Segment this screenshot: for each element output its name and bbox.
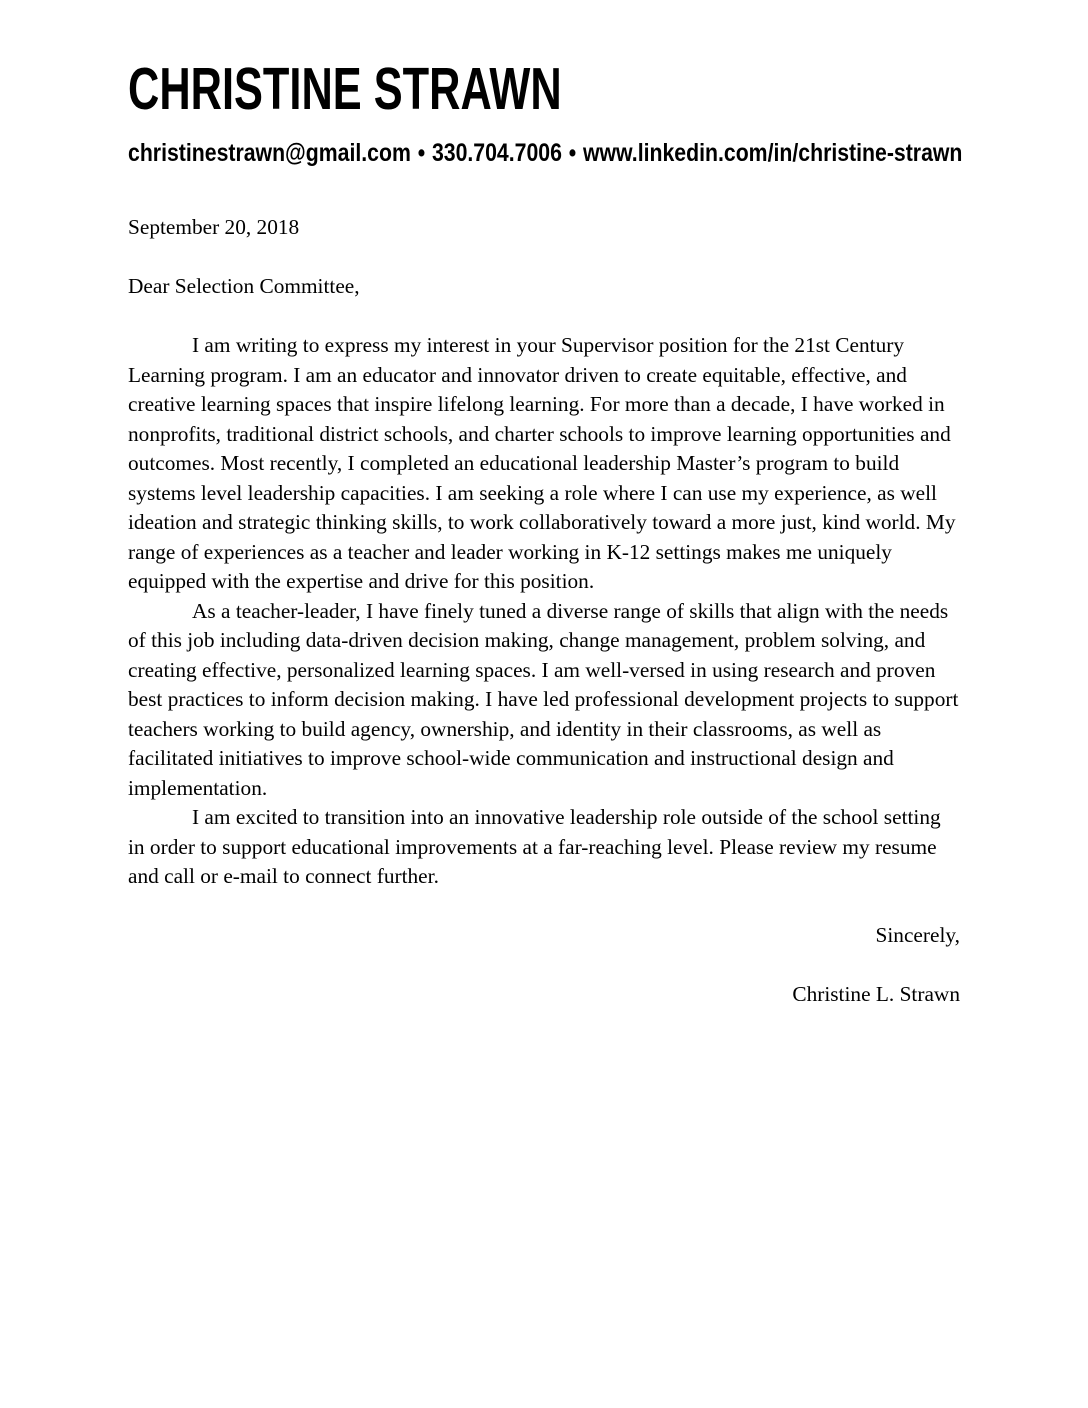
letter-date: September 20, 2018 [128,215,300,239]
contact-row [128,139,963,170]
contact-line [128,140,962,166]
bullet-separator-icon: • [417,139,426,167]
signature-name: Christine L. Strawn [792,982,960,1006]
paragraph-call-to-action: I am excited to transition into an innovative leadership role outside of the school setting in order to support educational improvements at a far-reaching level. Please review my resume and call or e-mail to connect further. [128,805,941,888]
bullet-separator-icon: • [568,139,577,167]
sender-name-row [128,56,960,134]
closing-block [128,921,960,1010]
letter-body [128,213,960,1010]
paragraph-skills: As a teacher-leader, I have finely tuned a diverse range of skills that align with the needs of this job including data-driven decision making, change management, problem solving, and creating effective, personalized learning spaces. I am well-versed in using research and proven best practices to inform decision making. I have led professional development projects to support teachers working to build agency, ownership, and identity in their classrooms, as well as facilitated initiatives to improve school-wide communication and instructional design and implementation. [128,598,959,800]
email-text: christinestrawn@gmail.com [128,139,411,167]
linkedin-text: www.linkedin.com/in/christine-strawn [582,139,963,167]
closing-phrase: Sincerely, [875,923,960,947]
phone-text: 330.704.7006 [431,139,562,167]
paragraph-intro: I am writing to express my interest in your Supervisor position for the 21st Century Learning program. I am an educator and innovator driven to create equitable, effective, and creative learning spaces that inspire lifelong learning. For more than a decade, I have worked in nonprofits, traditional district schools, and charter schools to improve learning opportunities and outcomes. Most recently, I completed an educational leadership Master’s program to build systems level leadership capacities. I am seeking a role where I can use my experience, as well ideation and strategic thinking skills, to work collaboratively toward a more just, kind world. My range of experiences as a teacher and leader working in K-12 settings makes me uniquely equipped with the expertise and drive for this position. [128,333,956,593]
letter-header [128,56,963,170]
salutation: Dear Selection Committee, [128,274,360,298]
sender-name: CHRISTINE STRAWN [128,56,562,122]
